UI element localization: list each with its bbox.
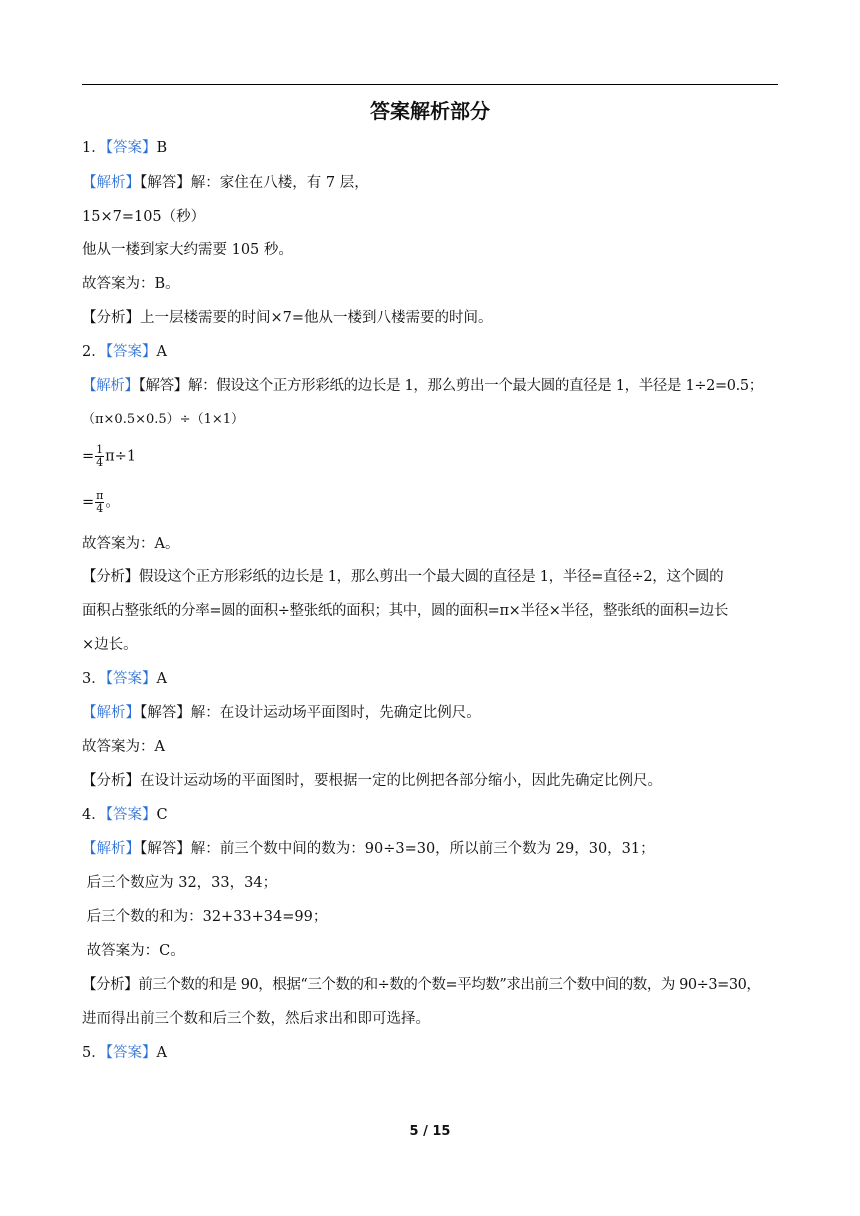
q2-analysis-line-1	[82, 567, 723, 587]
equals-sign: =	[82, 494, 95, 511]
page-number: 5 / 15	[409, 1124, 451, 1139]
q3-answer: A	[156, 671, 167, 687]
q4-answer-line	[82, 805, 168, 825]
analysis-tag: 【分析】	[82, 310, 140, 326]
solve-tag: 【解答】	[140, 705, 191, 721]
q1-number: 1．	[82, 140, 106, 156]
q4-solution-line-3: 后三个数的和为：32+33+34=99；	[82, 909, 328, 925]
q2-answer: A	[156, 344, 167, 360]
q2-number: 2．	[82, 344, 106, 360]
q1-solution-line-1	[82, 173, 369, 193]
explain-tag: 【解析】	[82, 705, 140, 721]
q4-analysis-line-2: 进而得出前三个数和后三个数，然后求出和即可选择。	[82, 1011, 430, 1027]
q4-solution-line-2: 后三个数应为 32，33，34；	[82, 875, 278, 891]
q1-analysis-line	[82, 308, 493, 328]
analysis-tag: 【分析】	[82, 569, 139, 585]
q4-analysis-text: 前三个数的和是 90，根据“三个数的和÷数的个数=平均数”求出前三个数中间的数，为 90÷3=30，	[138, 977, 761, 993]
solve-tag: 【解答】	[140, 841, 191, 857]
q3-number: 3．	[82, 671, 106, 687]
fraction-tail: π÷1	[105, 448, 137, 465]
q2-answer-line	[82, 342, 167, 362]
answer-tag: 【答案】	[105, 344, 157, 360]
q4-answer: C	[156, 807, 168, 823]
q3-answer-line	[82, 669, 167, 689]
q1-solution-line-3: 他从一楼到家大约需要 105 秒。	[82, 242, 293, 258]
answer-tag: 【答案】	[105, 807, 157, 823]
q2-analysis-line-3: ×边长。	[82, 637, 138, 653]
q2-solution-line-2: （π×0.5×0.5）÷（1×1）	[82, 412, 245, 427]
fraction-numerator: π	[96, 489, 104, 502]
q5-answer: A	[156, 1045, 167, 1061]
q4-solution-line-4: 故答案为：C。	[82, 943, 185, 959]
q4-number: 4．	[82, 807, 106, 823]
q5-answer-line	[82, 1043, 167, 1063]
page-title: 答案解析部分	[370, 99, 490, 123]
analysis-tag: 【分析】	[82, 773, 140, 789]
analysis-tag: 【分析】	[82, 977, 139, 993]
q1-analysis-text: 上一层楼需要的时间×7=他从一楼到八楼需要的时间。	[140, 310, 493, 326]
q2-analysis-line-2: 面积占整张纸的分率=圆的面积÷整张纸的面积；其中，圆的面积=π×半径×半径，整张纸的面积=边长	[82, 603, 728, 619]
explain-tag: 【解析】	[82, 841, 140, 857]
q2-fraction-line-2	[82, 490, 120, 515]
answer-tag: 【答案】	[105, 140, 157, 156]
q2-solution-text: 解：假设这个正方形彩纸的边长是 1，那么剪出一个最大圆的直径是 1，半径是 1÷2=0.5；	[187, 378, 763, 394]
fraction-tail: 。	[105, 494, 120, 511]
q1-solution-text: 解：家住在八楼，有 7 层，	[190, 175, 369, 191]
answer-tag: 【答案】	[105, 671, 157, 687]
q2-solution-line-1	[82, 376, 763, 396]
q3-solution-line-2: 故答案为：A	[82, 739, 165, 755]
q1-answer-line	[82, 138, 167, 158]
q1-solution-line-2: 15×7=105（秒）	[82, 209, 206, 225]
q5-number: 5．	[82, 1045, 106, 1061]
explain-tag: 【解析】	[82, 175, 140, 191]
q2-solution-line-5: 故答案为：A。	[82, 536, 180, 552]
q4-solution-text: 解：前三个数中间的数为：90÷3=30，所以前三个数为 29，30，31；	[190, 841, 655, 857]
q3-analysis-text: 在设计运动场的平面图时，要根据一定的比例把各部分缩小，因此先确定比例尺。	[140, 773, 662, 789]
equals-sign: =	[82, 448, 95, 465]
q2-fraction-line-1	[82, 444, 136, 469]
q4-solution-line-1	[82, 839, 655, 859]
fraction-numerator: 1	[96, 443, 104, 456]
q1-solution-line-4: 故答案为：B。	[82, 276, 180, 292]
answer-tag: 【答案】	[105, 1045, 157, 1061]
solve-tag: 【解答】	[138, 378, 188, 394]
q4-analysis-line-1	[82, 975, 760, 995]
q2-analysis-text: 假设这个正方形彩纸的边长是 1，那么剪出一个最大圆的直径是 1，半径=直径÷2，这个圆的	[138, 569, 724, 585]
q3-solution-line-1	[82, 703, 481, 723]
explain-tag: 【解析】	[82, 378, 139, 394]
solve-tag: 【解答】	[140, 175, 191, 191]
q3-analysis-line	[82, 771, 662, 791]
fraction-denominator: 4	[96, 456, 104, 469]
q1-answer: B	[156, 140, 168, 156]
fraction-pi-quarter	[95, 490, 104, 515]
fraction-denominator: 4	[96, 502, 104, 515]
q3-solution-text: 解：在设计运动场平面图时，先确定比例尺。	[190, 705, 481, 721]
fraction-one-quarter	[95, 444, 104, 469]
header-rule	[82, 84, 778, 85]
